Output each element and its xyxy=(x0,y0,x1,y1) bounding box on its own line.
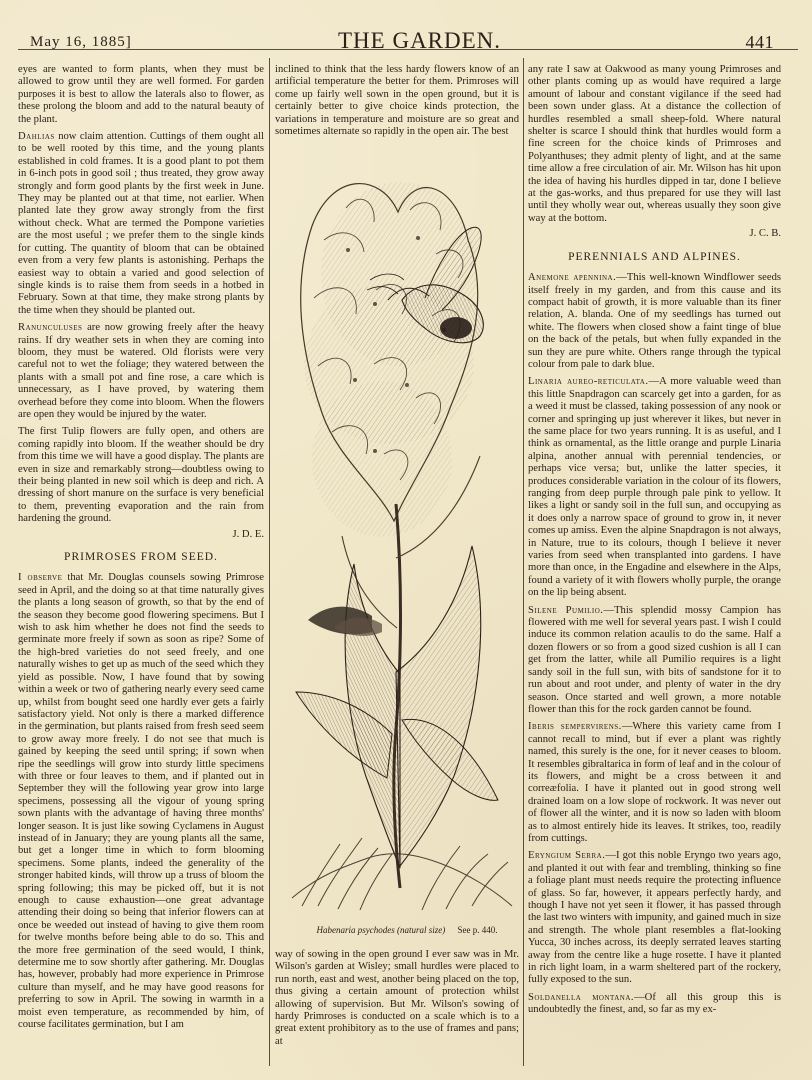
paragraph-eyes: eyes are wanted to form plants, when they must be allowed to grow until they are well formed. For garden purposes it is best to allow the laterals also to flower, as these prolong the bloom and add to the natural beauty of the plant. xyxy=(18,64,264,125)
middle-column-top xyxy=(275,64,519,150)
paragraph-dahlias-head: Dahlias xyxy=(18,131,55,143)
paragraph-linaria xyxy=(528,376,781,599)
paragraph-linaria-head: Linaria aureo-reticulata. xyxy=(528,376,649,388)
left-column xyxy=(18,64,264,1067)
paragraph-ranunculuses-body: are now growing freely after the heavy rains. If dry weather sets in when they are coming into bloom, they must be watered. Old florists were very careful not to wet the foliage; they watered between the plants with a small pot and fine rose, a care which is unnecessary, as I have proved, by watering them overhead before they come into bloom. When the flowers are open they would be injured by the water. xyxy=(18,322,264,420)
caption-plant-name: Habenaria psychodes (natural size) xyxy=(316,925,446,935)
page-header xyxy=(0,18,812,52)
paragraph-dahlias xyxy=(18,131,264,317)
paragraph-ranunculuses xyxy=(18,322,264,421)
paragraph-eryngium-head: Eryngium Serra. xyxy=(528,850,606,862)
paragraph-primroses xyxy=(18,572,264,1031)
paragraph-soldanella xyxy=(528,992,781,1017)
engraving-svg xyxy=(284,154,516,925)
issue-date: May 16, 1885] xyxy=(30,34,132,50)
paragraph-linaria-body: —A more valuable weed than this little Snapdragon can scarcely get into a garden, for as a weed it must be classed, taking possession of any nook or corner and springing up just wherever it likes, but never in the same place for two years running. It is as useful, and I think as ornamental, as the little orange and purple Linaria alpina, another annual with perennial tendencies, or perhaps vice versa; but, unlike the latter species, it produces considerable variation in the colour of its flowers, ranging from deep purple through pale pink to yellow. It likes a light or sandy soil in the full sun, and occupying as it does only a narrow space of ground to grow in, it never comes up amiss. Even the alpine Snapdragon is not always, in Nature, true to its colours, though I believe it never varies from seed when transplanted into gardens. I have more than once, in the Engadine and elsewhere in the Alps, found a variety of it with flowers wholly purple, the orange on the lip being absent. xyxy=(528,376,781,599)
page-number: 441 xyxy=(745,32,774,52)
paragraph-iberis xyxy=(528,721,781,845)
caption-reference: See p. 440. xyxy=(457,925,498,935)
paragraph-soldanella-body: —Of all this group this is undoubtedly the finest, and, so far as my ex- xyxy=(528,991,781,1016)
signoff-jcb: J. C. B. xyxy=(749,228,781,240)
right-column xyxy=(528,64,781,1067)
paragraph-middle-top: inclined to think that the less hardy flowers know of an artificial temperature the better for them. Primroses will come up fairly well sown in the open ground, but it is certainly better to give choice kinds protection, the variations in temperature and moisture are so great and sometimes alternate so rapidly in the open air. The best xyxy=(275,64,519,138)
paragraph-ranunculuses-head: Ranunculuses xyxy=(18,322,83,334)
paragraph-soldanella-head: Soldanella montana. xyxy=(528,991,635,1003)
paragraph-silene-head: Silene Pumilio. xyxy=(528,604,604,616)
section-heading-primroses: PRIMROSES FROM SEED. xyxy=(64,551,218,564)
paragraph-anemone xyxy=(528,272,781,371)
paragraph-iberis-head: Iberis sempervirens. xyxy=(528,721,622,733)
paragraph-hurdles: any rate I saw at Oakwood as many young Primroses and other plants coming up as would have required a large amount of labour and constant vigilance if the seed had been sown under glass. At a distance the collection of hurdles resembled a small sheep-fold. Where natural shelter is scarce I should think that hurdles would form a fine screen for the choice kinds of Primroses and Polyanthuses; they admit plenty of light, and at the same time allow a free circulation of air. Mr. Wilson has hit upon the idea of having his hurdles dipped in tar, done I believe at the gas-works, and thus prepared for use they will last until they wholly wear out, whereas usually they soon give way at the bottom. xyxy=(528,64,781,224)
paragraph-primroses-lead: I observe xyxy=(18,572,63,584)
paragraph-anemone-head: Anemone apennina. xyxy=(528,272,617,284)
paragraph-eryngium xyxy=(528,850,781,986)
middle-column-bottom xyxy=(275,949,519,1067)
paragraph-middle-bottom: way of sowing in the open ground I ever saw was in Mr. Wilson's garden at Wisley; small hurdles were placed to run north, east and west, another being placed on the top, thus giving a certain amount of protection whilst allowing of supervision. But Mr. Wilson's sowing of hardy Primroses is conducted on a scale which is to a great extent prohibitory as to the use of frames and pans; at xyxy=(275,949,519,1047)
paragraph-iberis-body: —Where this variety came from I cannot recall to mind, but if ever a plant was rightly named, this surely is the one, for it never ceases to bloom. It resembles gibraltarica in form of leaf and in the colour of its flowers, and might be a cross between it and correæfolia. I have it planted out in good strong well drained loam on a low slope of rockwork. It was never out of flower all the winter, and it is now so laden with bloom as to almost entirely hide its leaves. It strikes, too, readily from cuttings. xyxy=(528,721,781,844)
engraving-caption xyxy=(302,925,512,936)
paragraph-silene-body: —This splendid mossy Campion has flowered with me well for several years past. I wish I could induce its common relation acaulis to do the same. Half a dozen flowers or so from a good sized cushion is all I can get from the latter, while all Pumilio requires is a light sandy soil in the full sun, with bits of sandstone for it to run about and root under, and plenty of water in the dry season. Once started and well grown, a more notable flower than this for the rock garden cannot be found. xyxy=(528,604,781,715)
stem-and-leaves-icon xyxy=(296,456,498,888)
section-heading-perennials: PERENNIALS AND ALPINES. xyxy=(568,250,741,263)
header-rule xyxy=(18,49,798,50)
engraving-habenaria-psychodes xyxy=(284,154,516,925)
paragraph-anemone-body: —This well-known Windflower seeds itself freely in my garden, and from this cause and its compact habit of growth, it is more valuable than its finer relation, A. blanda. One of my seedlings has turned out white. The flowers when closed show a faint tinge of blue on the back of the petals, but when fully expanded in the sun they are pure white. Others range through the typical colour from pale to dark blue. xyxy=(528,272,781,370)
paragraph-silene xyxy=(528,605,781,717)
paragraph-dahlias-body: now claim attention. Cuttings of them ought all to be well rooted by this time, and the young plants established in cold frames. It is a good plant to pot them in 6-inch pots in good soil ; thus treated, they grow away strongly and form good plants by the first week in June. They may be planted out at that time, not earlier. When planted late they grow away strongly from the first without check. What are termed the Pompone varieties are the most useful ; we prefer them to the single kinds for cutting. The quantity of bloom that can be obtained even from a very few plants is astonishing. Perhaps the easiest way to obtain a varied and good selection of single kinds is to raise them from seeds in a hotbed in February. Sown at that time, they make strong plants by the time when they should be planted out. xyxy=(18,131,264,316)
paragraph-primroses-body: that Mr. Douglas counsels sowing Primrose seed in April, and the doing so at that time naturally gives the plants a long season of growth, so that by the end of the season they become good flowering specimens. But I wish to ask him whether he does not find the seeds to germinate more freely if sown as soon as ripe? Some of the high-bred varieties do not seed freely, and one naturally wishes to get up as much of the seed which they yield as possible. Now, I have found that by sowing within a week or two of gathering nearly every seed came up, whilst from bought seed one hardly ever gets a fairly satisfactory yield. Not only is there a marked difference in the germination, but plants raised from fresh seed seem to grow away more freely. I do not see that much is gained by keeping the seed until spring; if sown when ripe the seedlings will grow into sturdy little specimens with three or four leaves to them, and if planted out in September they will the following year grow into large specimens, possessing all the vigour of young spring sown plants with the advantage of having three months' longer season. It is just like sowing Cyclamens in August instead of in January; they are young plants all the same, but get a longer time in which to form blooming specimens. Some plants, indeed the generality of the stronger habited kinds, will throw up a truss of bloom the spring following; this may be picked off, but it is not enough to cause exhaustion—one great advantage attending their doing so being that inferior flowers can at once be weeded out instead of having to give them room for twelve months before being able to do so. This and the more free germination of the seed would, I think, determine me to sow shortly after gathering. Mr. Douglas has, however, probably had more experience in Primrose culture than myself, and he may have good reasons for preferring to sow in April. The sowing in warmth in a moist even temperature, as recommended by him, of course facilitates germination, but I am xyxy=(18,572,264,1031)
signoff-jde: J. D. E. xyxy=(232,528,264,540)
paragraph-tulips: The first Tulip flowers are fully open, and others are coming rapidly into bloom. If the weather should be dry from this time we will have a good display. The plants are even in size and remarkably strong—doubtless owing to their being planted in new soil which is deep and rich. A dressing of short manure on the surface is very beneficial to them, preventing evaporation and the rain from hardening the ground. xyxy=(18,426,264,525)
paragraph-eryngium-body: —I got this noble Eryngo two years ago, and planted it out with fear and trembling, thinking so fine a foliage plant must needs require the protecting influence of glass. So far, however, it appears perfectly hardy, and though I have not yet seen it flower, it has passed through the last two winters with impunity, and gained much in size and strength. The whole plant resembles a flat-looking Yucca, 30 inches across, its deeply serrated leaves starting away from the centre like a huge rosette. I have it planted in rich light loam, in a warm sheltered part of the rockery, fully exposed to the sun. xyxy=(528,850,781,986)
publication-title: THE GARDEN. xyxy=(338,28,502,53)
column-divider-right xyxy=(523,58,524,1066)
column-divider-left xyxy=(269,58,270,1066)
flower-spike-icon xyxy=(301,182,478,537)
